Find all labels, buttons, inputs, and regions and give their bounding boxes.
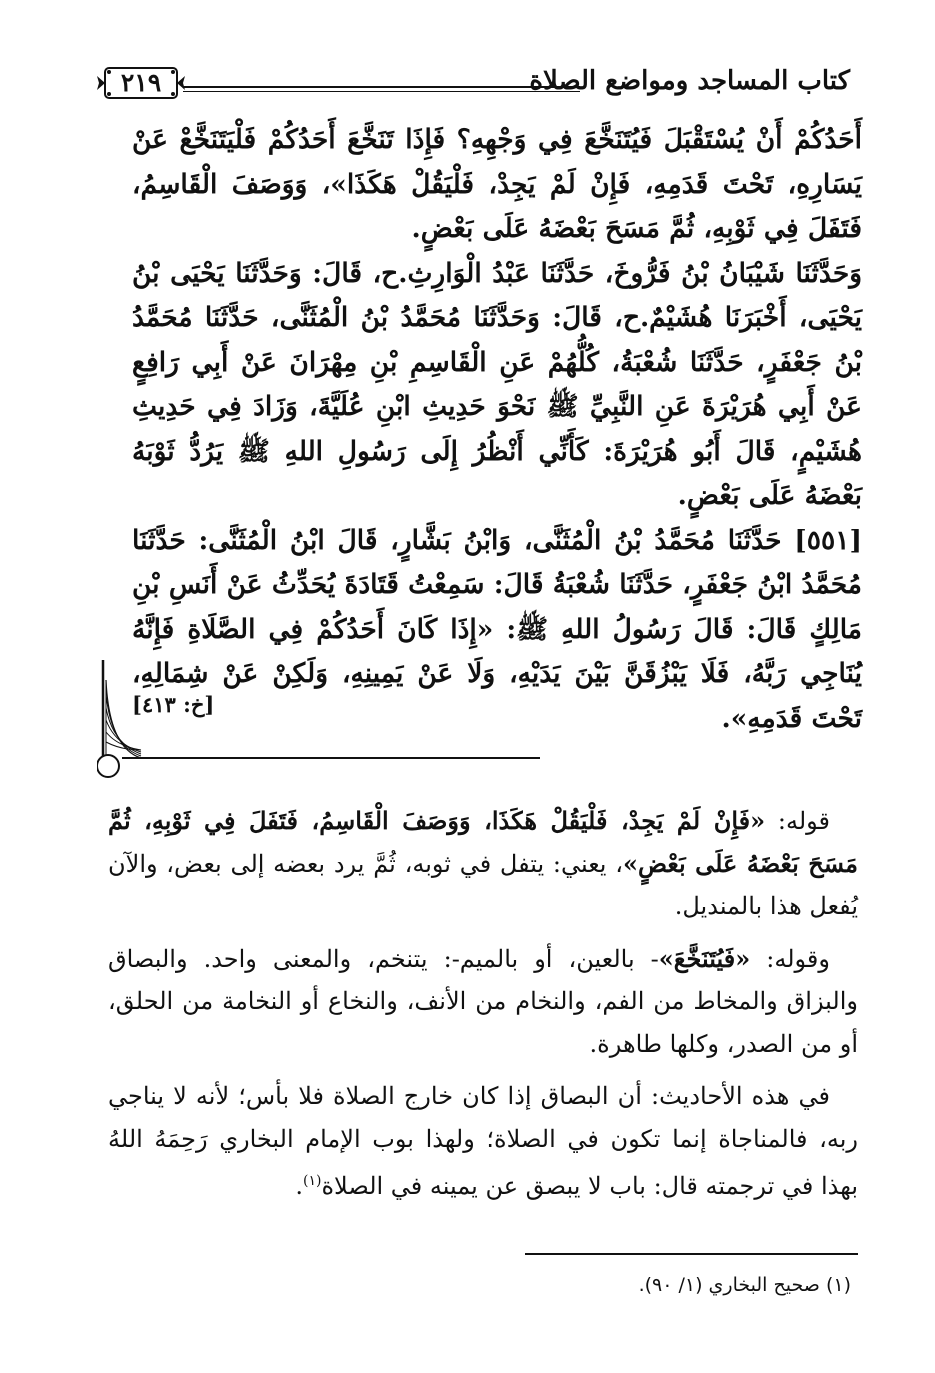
page-number-frame [95, 64, 187, 102]
hadith-paragraph-3: [٥٥١] حَدَّثَنَا مُحَمَّدُ بْنُ الْمُثَنَّى، وَابْنُ بَشَّارٍ، قَالَ ابْنُ الْمُثَنَّى: حَدَّثَنَا مُحَمَّدُ ابْنُ جَعْفَرٍ، حَدَّثَنَا شُعْبَةُ قَالَ: سَمِعْتُ قَتَادَةَ يُحَدِّثُ عَنْ أَنَسِ بْنِ مَالِكٍ قَالَ: قَالَ رَسُولُ اللهِ ﷺ: «إِذَا كَانَ أَحَدُكُمْ فِي الصَّلَاةِ فَإِنَّهُ يُنَاجِي رَبَّهُ، فَلَا يَبْزُقَنَّ بَيْنَ يَدَيْهِ، وَلَا عَنْ يَمِينِهِ، وَلَكِنْ عَنْ شِمَالِهِ، تَحْتَ قَدَمِهِ». [132, 524, 862, 734]
hadith-paragraph-2: وَحَدَّثَنَا شَيْبَانُ بْنُ فَرُّوخَ، حَدَّثَنَا عَبْدُ الْوَارِثِ.ح، قَالَ: وَحَدَّثَنَا يَحْيَى بْنُ يَحْيَى، أَخْبَرَنَا هُشَيْمٌ.ح، قَالَ: وَحَدَّثَنَا مُحَمَّدُ بْنُ الْمُثَنَّى، حَدَّثَنَا مُحَمَّدُ بْنُ جَعْفَرٍ، حَدَّثَنَا شُعْبَةُ، كُلُّهُمْ عَنِ الْقَاسِمِ بْنِ مِهْرَانَ عَنْ أَبِي رَافِعٍ عَنْ أَبِي هُرَيْرَةَ عَنِ النَّبِيِّ ﷺ نَحْوَ حَدِيثِ ابْنِ عُلَيَّةَ، وَزَادَ فِي حَدِيثِ هُشَيْمٍ، قَالَ أَبُو هُرَيْرَةَ: كَأَنِّي أَنْظُرُ إِلَى رَسُولِ اللهِ ﷺ يَرُدُّ ثَوْبَهُ بَعْضَهُ عَلَى بَعْضٍ. [132, 257, 862, 511]
commentary-quote: «فَإِنْ لَمْ يَجِدْ، فَلْيَقُلْ هَكَذَا، وَوَصَفَ الْقَاسِمُ، فَتَفَلَ فِي ثَوْبِهِ، ثُمَّ مَسَحَ بَعْضَهُ عَلَى بَعْضٍ» [108, 806, 858, 878]
commentary-text: ، يعني: يتفل في ثوبه، ثُمَّ يرد بعضه إلى بعض، والآن يُفعل هذا بالمنديل. [108, 849, 858, 920]
corner-ornament-icon [97, 660, 145, 778]
header-rule [183, 86, 580, 92]
commentary-lead: قوله: [765, 807, 830, 835]
hadith-paragraph-1: أَحَدُكُمْ أَنْ يُسْتَقْبَلَ فَيُتَنَخَّعَ فِي وَجْهِهِ؟ فَإِذَا تَنَخَّعَ أَحَدُكُمْ فَلْيَتَنَخَّعْ عَنْ يَسَارِهِ، تَحْتَ قَدَمِهِ، فَإِنْ لَمْ يَجِدْ، فَلْيَقُلْ هَكَذَا»، وَوَصَفَ الْقَاسِمُ، فَتَفَلَ فِي ثَوْبِهِ، ثُمَّ مَسَحَ بَعْضَهُ عَلَى بَعْضٍ. [132, 124, 862, 244]
footnote-marker[interactable]: (١) [303, 1173, 322, 1189]
commentary-lead: وقوله: [750, 944, 830, 973]
commentary-text: . [295, 1172, 304, 1200]
footnote-rule [525, 1253, 858, 1255]
chapter-title: كتاب المساجد ومواضع الصلاة [529, 66, 850, 96]
page-number: ٢١٩ [120, 68, 162, 97]
commentary-text: - بالعين، أو بالميم-: يتنخم، والمعنى واحد. والبصاق والبزاق والمخاط من الفم، والنخام من الأنف، والنخاع أو النخامة من الحلق، أو من الصدر، وكلها طاهرة. [108, 944, 858, 1058]
commentary-paragraph-3 [108, 1075, 858, 1208]
section-divider [122, 757, 540, 759]
commentary-block [108, 800, 858, 1218]
hadith-block [132, 118, 862, 741]
page-header [95, 60, 850, 110]
commentary-paragraph-1 [108, 800, 858, 928]
footnote: (١) صحيح البخاري (١/ ٩٠). [638, 1274, 851, 1296]
commentary-quote: «فَيُتَنَخَّعَ» [658, 943, 751, 973]
commentary-paragraph-2 [108, 938, 858, 1066]
commentary-text: في هذه الأحاديث: أن البصاق إذا كان خارج الصلاة فلا بأس؛ لأنه لا يناجي ربه، فالمناجاة إنما تكون في الصلاة؛ ولهذا بوب الإمام البخاري رَحِمَهُ اللهُ بهذا في ترجمته قال: باب لا يبصق عن يمينه في الصلاة [108, 1082, 858, 1200]
hadith-reference: [خ: ٤١٣] [132, 692, 215, 717]
